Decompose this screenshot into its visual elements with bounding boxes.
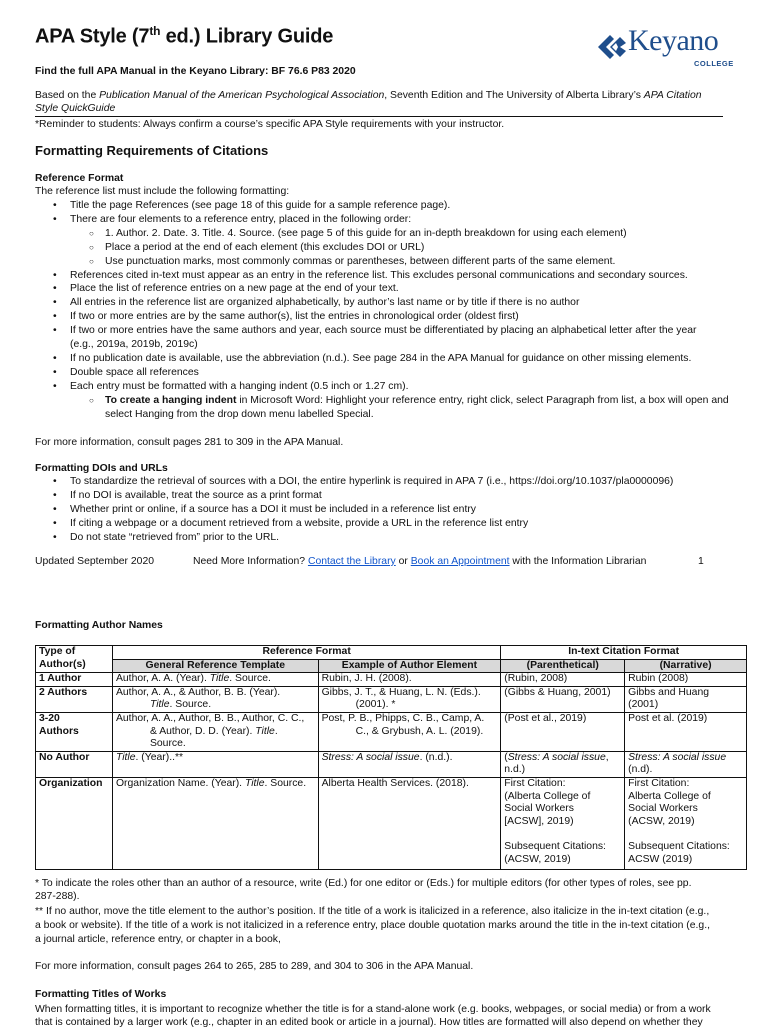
footnote-editors-cont: 287-288).	[35, 891, 80, 902]
page-number: 1	[698, 556, 704, 567]
based-on-line: Based on the Publication Manual of the American Psychological Association, Seventh Edition and The University of Alberta Library’s APA Citation	[35, 90, 702, 101]
table-header-narrative: (Narrative)	[625, 659, 747, 673]
table-header-example: Example of Author Element	[318, 659, 501, 673]
list-item: • There are four elements to a reference entry, placed in the following order:	[35, 213, 730, 227]
logo-subtitle: COLLEGE	[694, 59, 734, 68]
list-item: ○ Place a period at the end of each element (this excludes DOI or URL)	[35, 241, 730, 255]
list-item: ○ Use punctuation marks, most commonly commas or parentheses, between different parts of the same element.	[35, 255, 730, 269]
table-header-parenthetical: (Parenthetical)	[501, 659, 625, 673]
reference-format-list	[35, 199, 730, 422]
list-item: • If two or more entries are by the same author(s), list the entries in chronological order (oldest first)	[35, 310, 730, 324]
section-heading-citations: Formatting Requirements of Citations	[35, 143, 269, 158]
footnote-no-author: ** If no author, move the title element to the author’s position. If the title of a work is italicized in a reference, also italicize in the in-text citation (e.g.,	[35, 906, 710, 917]
subheading-titles: Formatting Titles of Works	[35, 989, 167, 1000]
book-appointment-link[interactable]: Book an Appointment	[410, 556, 510, 567]
more-info-citations: For more information, consult pages 281 to 309 in the APA Manual.	[35, 437, 344, 448]
keyano-logo-mark-icon	[596, 30, 630, 64]
table-row: No Author Title. (Year)..** Stress: A social issue. (n.d.). (Stress: A social issue, n.d.) Stress: A social issue (n.d).	[36, 751, 747, 777]
logo-wordmark: Keyano	[628, 24, 719, 57]
list-item: • If citing a webpage or a document retrieved from a website, provide a URL in the reference list entry	[35, 517, 673, 531]
subheading-reference-format: Reference Format	[35, 173, 124, 184]
footnote-no-author-cont2: a journal article, reference entry, or chapter in a book,	[35, 934, 281, 945]
list-item: • If two or more entries have the same authors and year, each source must be differentiated by placing an alphabetical letter after the year (e.g., 2019a, 2019b, 2019c)	[35, 324, 710, 352]
list-item: • Place the list of reference entries on a new page at the end of your text.	[35, 282, 730, 296]
table-header-intext: In-text Citation Format	[501, 646, 747, 660]
reference-format-lead: The reference list must include the following formatting:	[35, 186, 290, 197]
titles-paragraph-cont: that is contained by a larger work (e.g., chapter in an edited book or article in a journal). How titles are formatted will also depend on whether they	[35, 1017, 703, 1028]
list-item: • If no publication date is available, use the abbreviation (n.d.). See page 284 in the APA Manual for guidance on other missing elements.	[35, 352, 730, 366]
list-item: • Do not state “retrieved from” prior to the URL.	[35, 531, 673, 545]
table-header-type: Type of Author(s)	[36, 646, 113, 673]
table-header-general: General Reference Template	[112, 659, 318, 673]
list-item: ○ 1. Author. 2. Date. 3. Title. 4. Source. (see page 5 of this guide for an in-depth breakdown for using each element)	[35, 227, 730, 241]
divider	[35, 116, 723, 117]
author-names-table	[35, 645, 747, 870]
subheading-author-names: Formatting Author Names	[35, 620, 163, 631]
subheading-dois-urls: Formatting DOIs and URLs	[35, 463, 168, 474]
table-row: 3-20 Authors Author, A. A., Author, B. B., Author, C. C., & Author, D. D. (Year). Title. Source. Post, P. B., Phipps, C. B., Camp, A. C., & Grybush, A. L. (2019). (Post et al., 2019) Post et al. (2019)	[36, 712, 747, 751]
titles-paragraph: When formatting titles, it is important to recognize whether the title is for a stand-alone work (e.g. books, webpages, or social media) or from a work	[35, 1004, 711, 1015]
based-on-line-cont: Style QuickGuide	[35, 103, 116, 114]
page-title: APA Style (7th ed.) Library Guide	[35, 24, 334, 48]
keyano-logo	[596, 24, 732, 72]
table-row: 2 Authors Author, A. A., & Author, B. B. (Year). Title. Source. Gibbs, J. T., & Huang, L. N. (Eds.). (2001). * (Gibbs & Huang, 2001) Gibbs and Huang (2001)	[36, 686, 747, 712]
list-item: • Whether print or online, if a source has a DOI it must be included in a reference list entry	[35, 503, 673, 517]
more-info-authors: For more information, consult pages 264 to 265, 285 to 289, and 304 to 306 in the APA Manual.	[35, 961, 474, 972]
find-manual-line: Find the full APA Manual in the Keyano Library: BF 76.6 P83 2020	[35, 66, 356, 77]
list-item: • All entries in the reference list are organized alphabetically, by author’s last name or by title if there is no author	[35, 296, 730, 310]
footnote-no-author-cont: a book or website). If the title of a work is not italicized in a reference entry, place double quotation marks around the title in the in-text citation (e.g.,	[35, 920, 710, 931]
footer-need-info: Need More Information? Contact the Library or Book an Appointment with the Information Librarian	[193, 556, 647, 567]
table-row: Organization Organization Name. (Year). Title. Source. Alberta Health Services. (2018). First Citation: (Alberta College of Social Workers [ACSW], 2019) Subsequent Citations: (ACSW, 2019) First Citation: Alberta College of Social Workers (ACSW, 2019) Subsequent Citations: ACSW (2019)	[36, 777, 747, 869]
table-header-reference: Reference Format	[112, 646, 500, 660]
reminder-note: *Reminder to students: Always confirm a course’s specific APA Style requirements with your instructor.	[35, 119, 505, 130]
list-item: • If no DOI is available, treat the source as a print format	[35, 489, 673, 503]
list-item: • Title the page References (see page 18 of this guide for a sample reference page).	[35, 199, 730, 213]
list-item: • References cited in-text must appear as an entry in the reference list. This excludes personal communications and secondary sources.	[35, 269, 730, 283]
doi-url-list	[35, 475, 673, 545]
list-item-hanging-indent: ○ To create a hanging indent in Microsoft Word: Highlight your reference entry, right click, select Paragraph from list, a box will open and select Hanging from the drop down menu labelled Special.	[35, 394, 730, 422]
table-row: 1 Author Author, A. A. (Year). Title. Source. Rubin, J. H. (2008). (Rubin, 2008) Rubin (2008)	[36, 673, 747, 687]
list-item: • To standardize the retrieval of sources with a DOI, the entire hyperlink is required in APA 7 (i.e., https://doi.org/10.1037/pla0000096)	[35, 475, 673, 489]
footnote-editors: * To indicate the roles other than an author of a resource, write (Ed.) for one editor or (Eds.) for multiple editors (for other types of roles, see pp.	[35, 878, 692, 889]
footer-updated: Updated September 2020	[35, 556, 155, 567]
contact-library-link[interactable]: Contact the Library	[307, 556, 396, 567]
list-item: • Double space all references	[35, 366, 730, 380]
list-item: • Each entry must be formatted with a hanging indent (0.5 inch or 1.27 cm).	[35, 380, 730, 394]
